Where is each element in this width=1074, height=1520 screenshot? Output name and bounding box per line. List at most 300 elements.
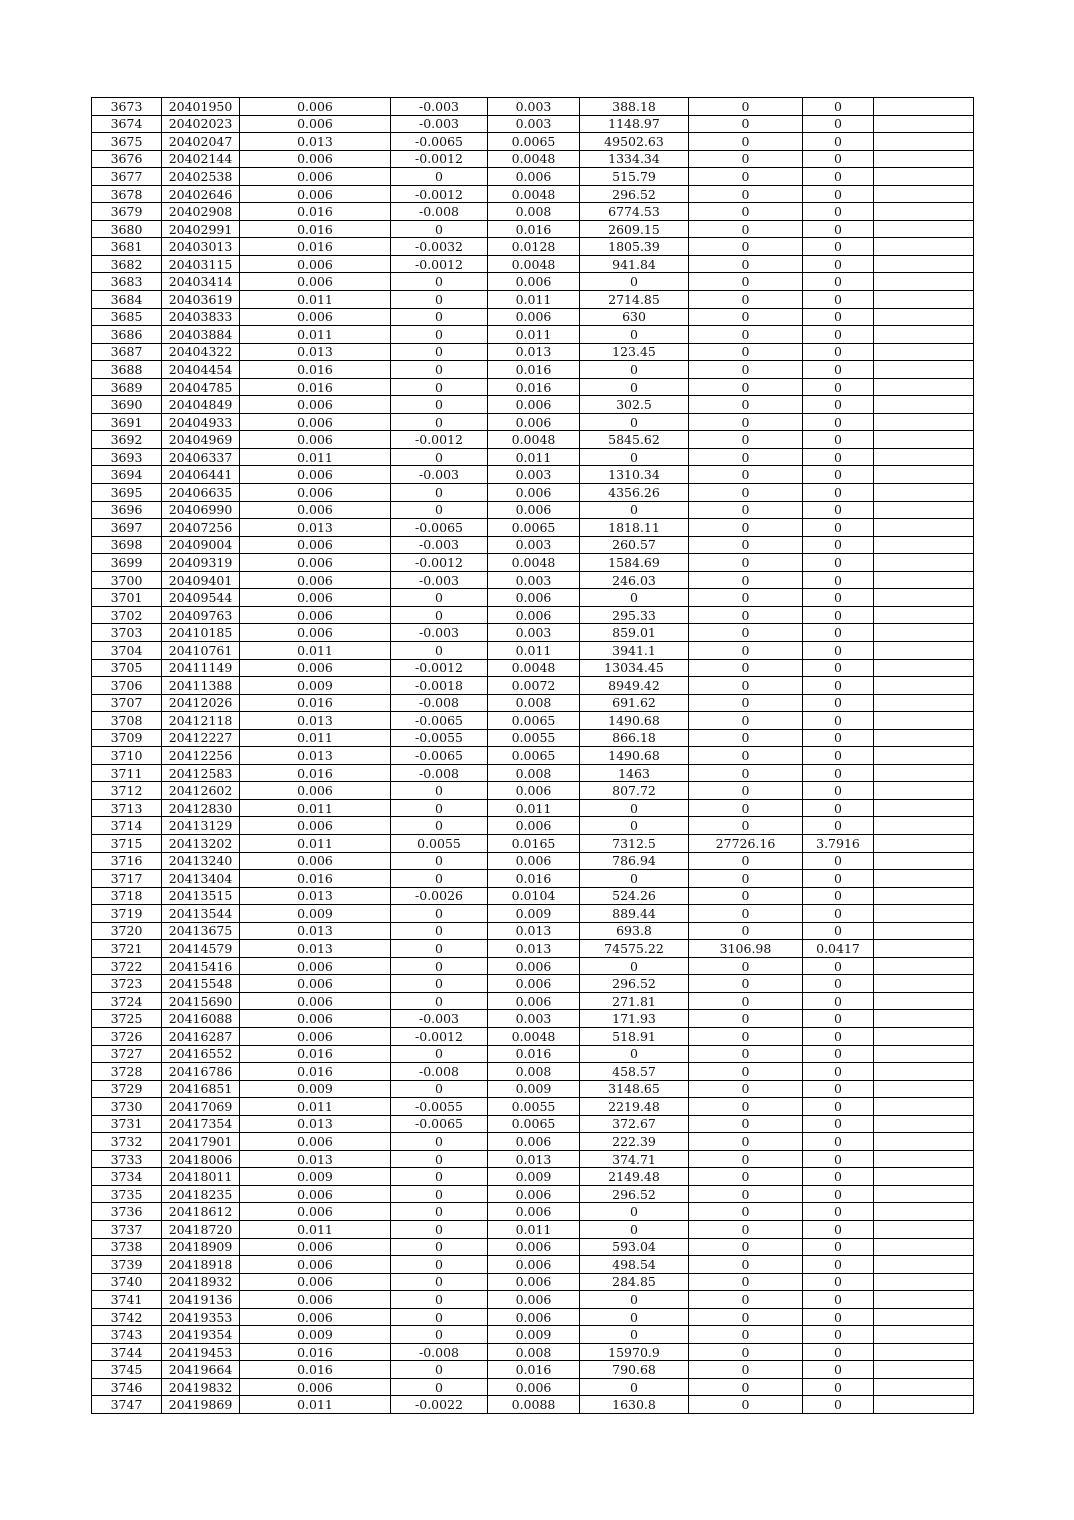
table-cell — [874, 975, 974, 993]
table-cell: 0.008 — [488, 694, 580, 712]
table-cell: 3746 — [92, 1378, 162, 1396]
table-cell: 0 — [803, 1098, 874, 1116]
table-cell: 3736 — [92, 1203, 162, 1221]
table-cell: 0.006 — [240, 431, 391, 449]
table-cell: 0.006 — [240, 1238, 391, 1256]
table-cell: 0 — [689, 273, 803, 291]
table-cell: 0.011 — [488, 641, 580, 659]
table-cell — [874, 1080, 974, 1098]
table-row — [92, 484, 974, 502]
table-row — [92, 343, 974, 361]
table-cell: 20419869 — [162, 1396, 240, 1414]
table-cell: 0.013 — [240, 343, 391, 361]
table-cell: 3684 — [92, 291, 162, 309]
table-cell: 20412118 — [162, 712, 240, 730]
table-row — [92, 606, 974, 624]
table-cell: 0 — [689, 150, 803, 168]
table-cell: 0.016 — [488, 870, 580, 888]
table-cell: 3720 — [92, 922, 162, 940]
table-cell: 0.009 — [240, 1080, 391, 1098]
table-row — [92, 1396, 974, 1414]
table-cell: 0 — [689, 1326, 803, 1344]
table-cell: 20404322 — [162, 343, 240, 361]
table-cell: 0 — [391, 1256, 488, 1274]
table-cell: 0 — [803, 150, 874, 168]
table-cell: 0.008 — [488, 203, 580, 221]
table-cell: 691.62 — [580, 694, 689, 712]
table-cell: 3717 — [92, 870, 162, 888]
table-row — [92, 694, 974, 712]
table-cell: 0.006 — [240, 659, 391, 677]
table-cell: 0.006 — [240, 255, 391, 273]
table-cell: 20418235 — [162, 1185, 240, 1203]
table-row — [92, 150, 974, 168]
table-cell: -0.0012 — [391, 150, 488, 168]
table-cell: 0.013 — [240, 1150, 391, 1168]
table-row — [92, 133, 974, 151]
table-cell: 0 — [580, 1045, 689, 1063]
table-cell: 0 — [803, 291, 874, 309]
table-cell: 1310.34 — [580, 466, 689, 484]
table-cell — [874, 799, 974, 817]
table-cell: 0.003 — [488, 115, 580, 133]
table-cell: 0.003 — [488, 1010, 580, 1028]
table-cell: 296.52 — [580, 185, 689, 203]
table-cell: 0 — [689, 712, 803, 730]
table-cell: 0.0165 — [488, 834, 580, 852]
table-cell — [874, 361, 974, 379]
table-cell: 20409763 — [162, 606, 240, 624]
table-cell: 3713 — [92, 799, 162, 817]
table-cell — [874, 1326, 974, 1344]
table-cell: 246.03 — [580, 571, 689, 589]
table-cell: 20412830 — [162, 799, 240, 817]
table-cell: 3700 — [92, 571, 162, 589]
table-cell: 3675 — [92, 133, 162, 151]
table-cell: 0.013 — [488, 922, 580, 940]
table-cell: 0 — [580, 817, 689, 835]
table-cell: 0.006 — [240, 273, 391, 291]
table-row — [92, 1308, 974, 1326]
table-row — [92, 291, 974, 309]
table-row — [92, 168, 974, 186]
table-cell: 0 — [803, 975, 874, 993]
table-cell: 20402144 — [162, 150, 240, 168]
table-row — [92, 1378, 974, 1396]
table-cell: 0 — [580, 413, 689, 431]
table-cell: 0.016 — [240, 203, 391, 221]
table-cell: 0.011 — [240, 834, 391, 852]
table-cell: 0 — [689, 501, 803, 519]
table-cell: 0 — [689, 624, 803, 642]
table-cell: 0.008 — [488, 1063, 580, 1081]
table-cell — [874, 712, 974, 730]
table-cell: 3705 — [92, 659, 162, 677]
table-cell: 0 — [689, 98, 803, 116]
table-cell: 0 — [689, 343, 803, 361]
table-cell: 3718 — [92, 887, 162, 905]
table-cell: 0.0065 — [488, 1115, 580, 1133]
table-cell: 3678 — [92, 185, 162, 203]
table-cell: 0.013 — [240, 922, 391, 940]
table-cell: 0 — [803, 852, 874, 870]
table-cell: 0 — [580, 501, 689, 519]
table-cell: 0 — [391, 1221, 488, 1239]
table-cell: 3677 — [92, 168, 162, 186]
table-cell: 0.006 — [488, 1308, 580, 1326]
table-cell: 0 — [803, 1291, 874, 1309]
table-cell: 20419136 — [162, 1291, 240, 1309]
table-cell: 0 — [803, 1010, 874, 1028]
table-cell — [874, 1168, 974, 1186]
table-cell: 0 — [689, 1221, 803, 1239]
table-cell: 0 — [391, 1308, 488, 1326]
table-cell — [874, 852, 974, 870]
table-cell: -0.0012 — [391, 554, 488, 572]
table-cell — [874, 115, 974, 133]
table-cell: 20410761 — [162, 641, 240, 659]
table-cell: 0.016 — [240, 378, 391, 396]
table-row — [92, 1291, 974, 1309]
table-cell: 0 — [803, 799, 874, 817]
table-cell: 0 — [803, 887, 874, 905]
table-cell — [874, 1063, 974, 1081]
table-row — [92, 729, 974, 747]
table-cell: -0.003 — [391, 624, 488, 642]
table-cell — [874, 378, 974, 396]
table-cell: 0.011 — [240, 641, 391, 659]
table-cell: 0.006 — [488, 817, 580, 835]
table-cell: 0.006 — [488, 168, 580, 186]
table-cell: 0 — [803, 361, 874, 379]
table-row — [92, 624, 974, 642]
table-cell: 3724 — [92, 992, 162, 1010]
table-cell: 0 — [803, 220, 874, 238]
table-cell: 20412026 — [162, 694, 240, 712]
table-row — [92, 466, 974, 484]
table-cell — [874, 501, 974, 519]
table-cell: 6774.53 — [580, 203, 689, 221]
table-cell: 0 — [580, 957, 689, 975]
table-cell: 0 — [803, 519, 874, 537]
table-cell: -0.0012 — [391, 659, 488, 677]
table-row — [92, 361, 974, 379]
table-cell: 0.006 — [488, 501, 580, 519]
table-cell: 0 — [689, 378, 803, 396]
table-cell: 3738 — [92, 1238, 162, 1256]
table-cell: 0 — [391, 975, 488, 993]
table-cell — [874, 1203, 974, 1221]
table-cell: 0 — [580, 448, 689, 466]
table-cell: 0 — [689, 326, 803, 344]
table-cell: 3727 — [92, 1045, 162, 1063]
table-cell: 20404454 — [162, 361, 240, 379]
table-cell: 0 — [580, 870, 689, 888]
table-cell: 0.0088 — [488, 1396, 580, 1414]
table-cell: 3694 — [92, 466, 162, 484]
table-cell: 0.013 — [240, 133, 391, 151]
table-cell: 0.016 — [488, 1045, 580, 1063]
table-cell: 20419453 — [162, 1343, 240, 1361]
table-cell: 3729 — [92, 1080, 162, 1098]
table-cell: 0.009 — [488, 1168, 580, 1186]
table-row — [92, 536, 974, 554]
table-cell: 0 — [391, 992, 488, 1010]
table-cell: 3726 — [92, 1027, 162, 1045]
table-cell: 0.006 — [488, 1291, 580, 1309]
table-cell: 0.006 — [240, 852, 391, 870]
table-cell: 0.006 — [488, 1185, 580, 1203]
table-cell: 0 — [689, 1115, 803, 1133]
table-cell: 0 — [689, 168, 803, 186]
table-cell: 284.85 — [580, 1273, 689, 1291]
table-cell — [874, 624, 974, 642]
table-cell: 222.39 — [580, 1133, 689, 1151]
table-cell: 0.011 — [240, 291, 391, 309]
table-cell: 0 — [803, 589, 874, 607]
table-cell: 0.006 — [240, 115, 391, 133]
table-cell: 0 — [689, 448, 803, 466]
table-cell: 0.0048 — [488, 431, 580, 449]
table-cell: 0 — [803, 448, 874, 466]
table-cell: 20409004 — [162, 536, 240, 554]
table-cell: 3674 — [92, 115, 162, 133]
table-row — [92, 712, 974, 730]
table-cell: 20406337 — [162, 448, 240, 466]
table-cell: 3687 — [92, 343, 162, 361]
table-cell — [874, 905, 974, 923]
table-cell: 2149.48 — [580, 1168, 689, 1186]
table-cell: 0 — [803, 536, 874, 554]
table-cell: 3106.98 — [689, 940, 803, 958]
table-cell: 0 — [803, 115, 874, 133]
table-cell: 20402047 — [162, 133, 240, 151]
table-cell: 49502.63 — [580, 133, 689, 151]
table-row — [92, 1238, 974, 1256]
table-cell: 0.009 — [488, 905, 580, 923]
table-cell — [874, 1098, 974, 1116]
table-cell: 3148.65 — [580, 1080, 689, 1098]
table-cell: -0.003 — [391, 98, 488, 116]
table-cell: 0 — [689, 1150, 803, 1168]
table-row — [92, 501, 974, 519]
table-cell — [874, 729, 974, 747]
table-cell: 0 — [803, 747, 874, 765]
table-cell: 20403013 — [162, 238, 240, 256]
table-cell: 0.016 — [240, 694, 391, 712]
table-row — [92, 396, 974, 414]
table-cell: 0 — [689, 694, 803, 712]
table-cell: 0.013 — [240, 1115, 391, 1133]
table-row — [92, 1027, 974, 1045]
table-cell: 20409544 — [162, 589, 240, 607]
table-cell: 0.006 — [240, 606, 391, 624]
table-cell: 0.016 — [240, 220, 391, 238]
table-cell: 0 — [689, 659, 803, 677]
table-cell — [874, 466, 974, 484]
table-cell: 0 — [580, 361, 689, 379]
table-row — [92, 220, 974, 238]
table-cell: 20415690 — [162, 992, 240, 1010]
table-cell: 0.006 — [488, 606, 580, 624]
table-cell: 0 — [689, 115, 803, 133]
table-cell: 0 — [689, 870, 803, 888]
table-cell: 3712 — [92, 782, 162, 800]
table-cell: 3732 — [92, 1133, 162, 1151]
table-cell — [874, 291, 974, 309]
table-cell: 20413202 — [162, 834, 240, 852]
table-row — [92, 1185, 974, 1203]
table-cell: 0 — [689, 291, 803, 309]
table-cell: 0 — [391, 448, 488, 466]
table-cell: 0 — [391, 922, 488, 940]
table-cell: 0 — [689, 203, 803, 221]
table-cell — [874, 922, 974, 940]
table-cell: 0.003 — [488, 571, 580, 589]
table-cell: 3707 — [92, 694, 162, 712]
table-cell: 0.006 — [240, 817, 391, 835]
table-cell: 0.011 — [240, 1221, 391, 1239]
table-cell: 0 — [803, 554, 874, 572]
table-cell: 0.006 — [240, 150, 391, 168]
table-row — [92, 413, 974, 431]
table-cell: 20407256 — [162, 519, 240, 537]
table-row — [92, 238, 974, 256]
table-cell — [874, 448, 974, 466]
table-cell: 3714 — [92, 817, 162, 835]
table-cell: 3703 — [92, 624, 162, 642]
table-cell: 0.006 — [240, 1010, 391, 1028]
table-row — [92, 1115, 974, 1133]
table-cell: 0 — [689, 905, 803, 923]
table-cell: -0.008 — [391, 1063, 488, 1081]
table-cell: 0.016 — [488, 361, 580, 379]
table-row — [92, 870, 974, 888]
table-cell: 20411388 — [162, 677, 240, 695]
table-cell: 0 — [391, 1133, 488, 1151]
table-cell: 0.009 — [488, 1080, 580, 1098]
table-cell: 20403115 — [162, 255, 240, 273]
table-cell: -0.0065 — [391, 747, 488, 765]
table-cell: 0 — [391, 1045, 488, 1063]
table-cell: 0 — [689, 308, 803, 326]
table-cell: 518.91 — [580, 1027, 689, 1045]
table-cell: 0 — [391, 1150, 488, 1168]
table-cell: 0 — [689, 361, 803, 379]
table-cell: 0 — [391, 589, 488, 607]
table-row — [92, 905, 974, 923]
table-cell: 20415416 — [162, 957, 240, 975]
table-cell: 20404969 — [162, 431, 240, 449]
table-cell: 859.01 — [580, 624, 689, 642]
table-cell: 3701 — [92, 589, 162, 607]
table-cell: 0 — [391, 1326, 488, 1344]
table-cell: 0.013 — [488, 940, 580, 958]
table-cell — [874, 536, 974, 554]
table-cell: 0 — [689, 1027, 803, 1045]
table-cell: 3706 — [92, 677, 162, 695]
table-cell: 0 — [689, 1396, 803, 1414]
table-row — [92, 641, 974, 659]
table-cell: 0 — [803, 413, 874, 431]
table-cell: 0 — [803, 1115, 874, 1133]
table-cell: 3734 — [92, 1168, 162, 1186]
table-cell: 0 — [689, 519, 803, 537]
table-cell: 0 — [803, 1238, 874, 1256]
table-cell: 0.0072 — [488, 677, 580, 695]
table-cell: 0 — [689, 852, 803, 870]
table-cell: 3739 — [92, 1256, 162, 1274]
table-cell: 8949.42 — [580, 677, 689, 695]
table-cell: 0 — [689, 1063, 803, 1081]
table-cell: 0.0048 — [488, 659, 580, 677]
table-row — [92, 1256, 974, 1274]
table-cell: 3702 — [92, 606, 162, 624]
table-cell: 20418011 — [162, 1168, 240, 1186]
table-row — [92, 922, 974, 940]
table-cell: 0 — [391, 1361, 488, 1379]
table-cell: 20402538 — [162, 168, 240, 186]
table-cell: 0.013 — [240, 747, 391, 765]
table-cell: 0 — [391, 799, 488, 817]
table-cell: 0 — [689, 1273, 803, 1291]
table-cell: 20418006 — [162, 1150, 240, 1168]
table-cell — [874, 168, 974, 186]
table-cell: 0.006 — [240, 536, 391, 554]
table-cell: 0.011 — [488, 799, 580, 817]
table-cell: 0 — [803, 1080, 874, 1098]
table-cell — [874, 940, 974, 958]
table-cell: 3690 — [92, 396, 162, 414]
table-cell: 20413544 — [162, 905, 240, 923]
table-cell: 0.0048 — [488, 185, 580, 203]
table-cell: 0 — [689, 185, 803, 203]
table-cell: 5845.62 — [580, 431, 689, 449]
table-cell: 0 — [803, 1203, 874, 1221]
table-cell: 0 — [689, 571, 803, 589]
table-cell: 0 — [803, 641, 874, 659]
table-cell: 0 — [803, 133, 874, 151]
table-cell: 0 — [689, 238, 803, 256]
table-cell: 0.006 — [240, 1133, 391, 1151]
table-row — [92, 975, 974, 993]
table-cell: 20412227 — [162, 729, 240, 747]
table-cell: 3699 — [92, 554, 162, 572]
table-cell: 0 — [689, 1291, 803, 1309]
table-cell: 0 — [689, 413, 803, 431]
table-cell: 0.003 — [488, 98, 580, 116]
table-cell: 0 — [803, 203, 874, 221]
table-cell: 786.94 — [580, 852, 689, 870]
table-cell: 20401950 — [162, 98, 240, 116]
table-cell: 20403414 — [162, 273, 240, 291]
table-cell — [874, 343, 974, 361]
table-cell — [874, 1221, 974, 1239]
table-cell: 0 — [580, 1221, 689, 1239]
table-cell: 0 — [803, 238, 874, 256]
table-cell — [874, 870, 974, 888]
table-row — [92, 519, 974, 537]
table-cell: 0.006 — [488, 1133, 580, 1151]
table-cell: 0 — [391, 1378, 488, 1396]
table-cell — [874, 238, 974, 256]
table-cell — [874, 150, 974, 168]
table-cell — [874, 677, 974, 695]
table-cell: 0 — [803, 957, 874, 975]
table-cell: 20411149 — [162, 659, 240, 677]
table-cell: 3689 — [92, 378, 162, 396]
table-cell: 0 — [803, 1326, 874, 1344]
